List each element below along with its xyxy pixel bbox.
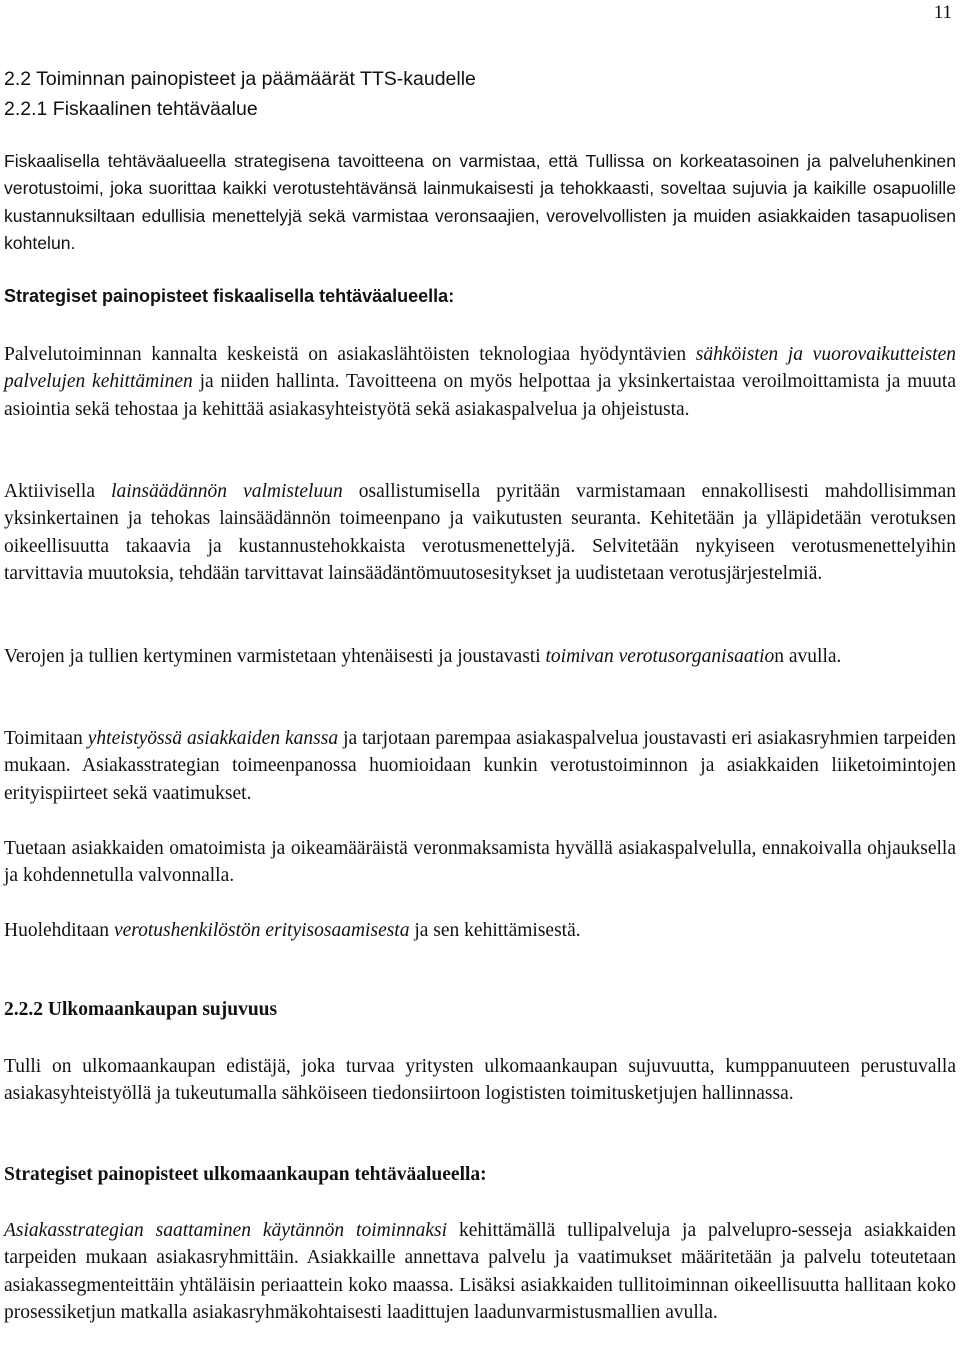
section-heading: 2.2 Toiminnan painopisteet ja päämäärät TTS-kaudelle — [4, 68, 476, 90]
fiscal-paragraph-personnel: Huolehditaan verotushenkilöstön erityisosaamisesta ja sen kehittämisestä. — [4, 920, 581, 941]
trade-strategic-heading: Strategiset painopisteet ulkomaankaupan tehtäväalueella: — [4, 1164, 487, 1185]
fiscal-paragraph-cooperation: Toimitaan yhteistyössä asiakkaiden kanssa ja tarjotaan parempaa asiakaspalvelua joustavasti eri asiakasryhmien tarpeiden mukaan. Asiakasstrategian toimeenpanossa huomioidaan kunkin verotustoiminnon ja asiakkaiden liiketoimintojen erityispiirteet sekä vaatimukset. — [4, 728, 957, 804]
trade-paragraph-strategy: Asiakasstrategian saattaminen käytännön toiminnaksi kehittämällä tullipalveluja ja palvelupro-sesseja asiakkaiden tarpeiden mukaan asiakasryhmittäin. Asiakkaille annettava palvelu ja vaatimukset määritetään ja palvelu toteutetaan asiakassegmenteittäin yhtäläisin periaattein koko maassa. Lisäksi asiakkaiden tullitoiminnan oikeellisuutta hallitaan koko prosessiketjun matkalla asiakasryhmäkohtaisesti laadittujen laadunvarmistusmallien avulla. — [4, 1220, 956, 1323]
fiscal-paragraph-support: Tuetaan asiakkaiden omatoimista ja oikeamääräistä veronmaksamista hyvällä asiakaspalvelulla, ennakoivalla ohjauksella ja kohdennetulla valvonnalla. — [4, 838, 956, 887]
fiscal-paragraph-services: Palvelutoiminnan kannalta keskeistä on asiakaslähtöisten teknologiaa hyödyntävien sähköisten ja vuorovaikutteisten palvelujen kehittäminen ja niiden hallinta. Tavoitteena on myös helpottaa ja yksinkertaistaa veroilmoittamista ja muuta asiointia sekä tehostaa ja kehittää asiakasyhteistyötä sekä asiakaspalvelua ja ohjeistusta. — [4, 344, 956, 420]
page-number: 11 — [933, 2, 952, 23]
subsection-heading-trade: 2.2.2 Ulkomaankaupan sujuvuus — [4, 999, 278, 1020]
trade-intro-paragraph: Tulli on ulkomaankaupan edistäjä, joka turvaa yritysten ulkomaankaupan sujuvuutta, kumppanuuteen perustuvalla asiakasyhteistyöllä ja tukeutumalla sähköiseen tiedonsiirtoon logististen toimitusketjujen hallinnassa. — [4, 1056, 956, 1105]
subsection-heading-fiscal: 2.2.1 Fiskaalinen tehtäväalue — [4, 98, 258, 120]
fiscal-intro-paragraph: Fiskaalisella tehtäväalueella strategisena tavoitteena on varmistaa, että Tullissa on korkeatasoinen ja palveluhenkinen verotustoimi, joka suorittaa kaikki verotustehtävänsä lainmukaisesti ja tehokkaasti, soveltaa sujuvia ja kaikille osapuolille kustannuksiltaan edullisia menettelyjä sekä varmistaa veronsaajien, verovelvollisten ja muiden asiakkaiden tasapuolisen kohtelun. — [4, 151, 956, 253]
fiscal-strategic-heading: Strategiset painopisteet fiskaalisella tehtäväalueella: — [4, 286, 455, 306]
fiscal-paragraph-legislation: Aktiivisella lainsäädännön valmisteluun osallistumisella pyritään varmistamaan ennakollisesti mahdollisimman yksinkertainen ja tehokas lainsäädännön toimeenpano ja vaikutusten seuranta. Kehitetään ja ylläpidetään verotuksen oikeellisuutta takaavia ja kustannustehokkaista verotusmenettelyjä. Selvitetään nykyiseen verotusmenettelyihin tarvittavia muutoksia, tehdään tarvittavat lainsäädäntömuutosesitykset ja uudistetaan verotusjärjestelmiä. — [4, 481, 957, 584]
fiscal-paragraph-collection: Verojen ja tullien kertyminen varmistetaan yhtenäisesti ja joustavasti toimivan verotusorganisaation avulla. — [4, 646, 842, 667]
